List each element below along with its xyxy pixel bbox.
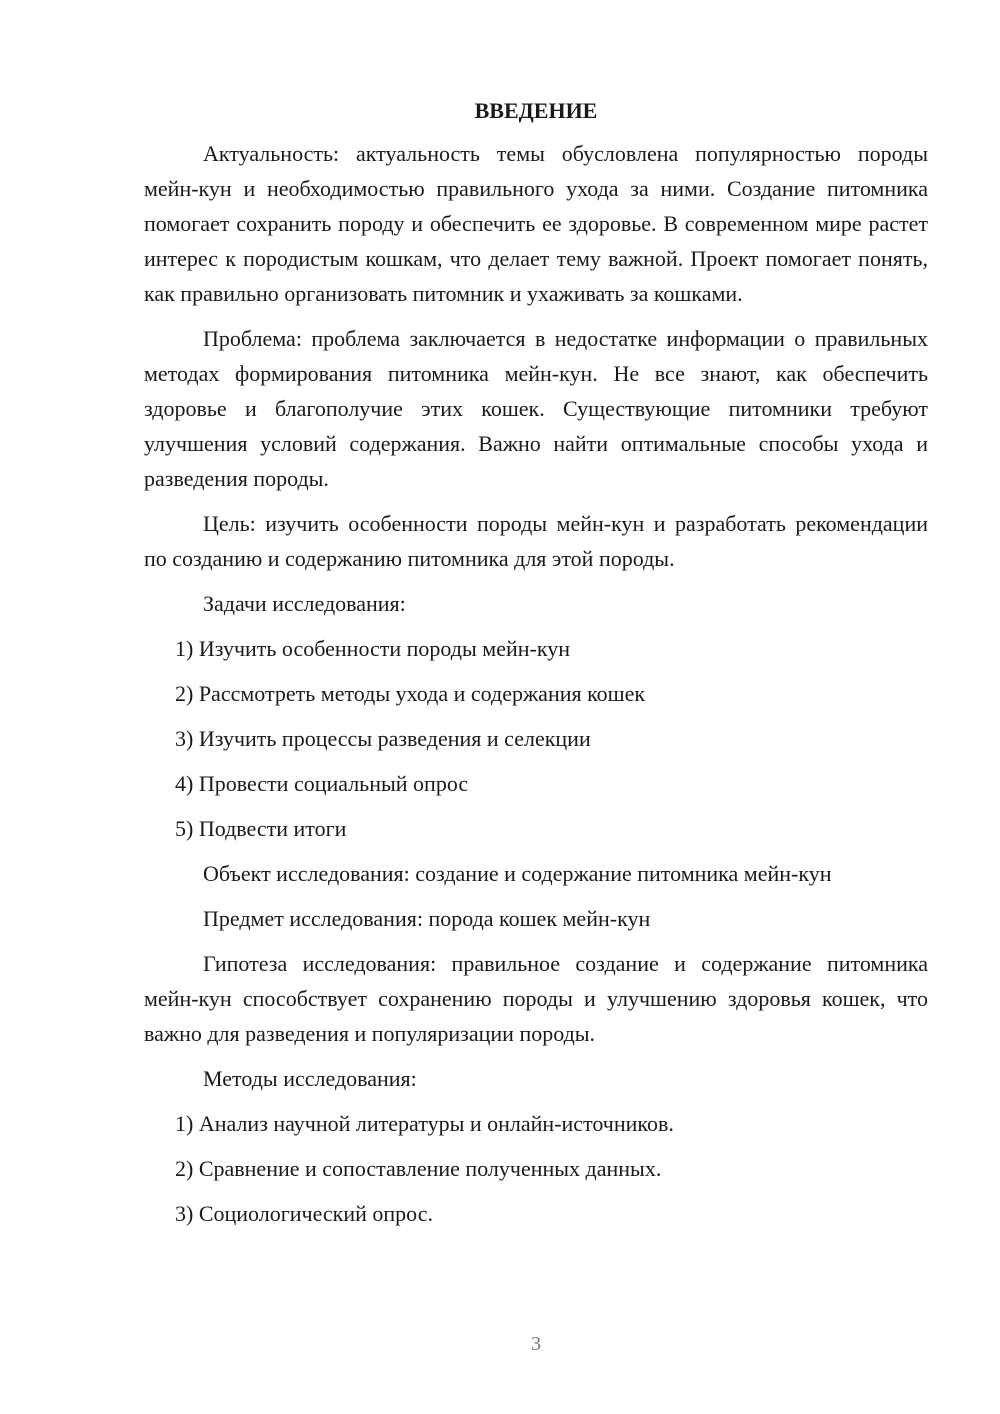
task-item: 1) Изучить особенности породы мейн-кун — [175, 636, 570, 661]
methods-heading: Методы исследования: — [203, 1066, 417, 1091]
subject-line: Предмет исследования: порода кошек мейн-кун — [203, 906, 651, 931]
object-line: Объект исследования: создание и содержание питомника мейн-кун — [203, 861, 832, 886]
section-title: ВВЕДЕНИЕ — [474, 98, 598, 123]
method-item: 2) Сравнение и сопоставление полученных данных. — [175, 1156, 662, 1181]
problem-paragraph: Проблема: проблема заключается в недостатке информации о правильных методах формирования питомника мейн-кун. Не все знают, как обеспечить здоровье и благополучие этих кошек. Существующие питомники требуют улучшения условий содержания. Важно найти оптимальные способы ухода и разведения породы. — [144, 326, 928, 491]
goal-paragraph: Цель: изучить особенности породы мейн-кун и разработать рекомендации по созданию и содержанию питомника для этой породы. — [144, 511, 928, 571]
page-number: 3 — [531, 1333, 541, 1355]
hypothesis-paragraph: Гипотеза исследования: правильное создание и содержание питомника мейн-кун способствует сохранению породы и улучшению здоровья кошек, что важно для разведения и популяризации породы. — [144, 951, 928, 1046]
tasks-heading: Задачи исследования: — [203, 591, 406, 616]
task-item: 4) Провести социальный опрос — [175, 771, 469, 796]
task-item: 3) Изучить процессы разведения и селекции — [175, 726, 591, 751]
task-item: 5) Подвести итоги — [175, 816, 347, 841]
method-item: 3) Социологический опрос. — [175, 1201, 433, 1226]
method-item: 1) Анализ научной литературы и онлайн-источников. — [175, 1111, 674, 1136]
task-item: 2) Рассмотреть методы ухода и содержания кошек — [175, 681, 646, 706]
relevance-paragraph: Актуальность: актуальность темы обусловлена популярностью породы мейн-кун и необходимостью правильного ухода за ними. Создание питомника помогает сохранить породу и обеспечить ее здоровье. В современном мире растет интерес к породистым кошкам, что делает тему важной. Проект помогает понять, как правильно организовать питомник и ухаживать за кошками. — [144, 141, 928, 306]
document-page — [144, 96, 928, 1241]
